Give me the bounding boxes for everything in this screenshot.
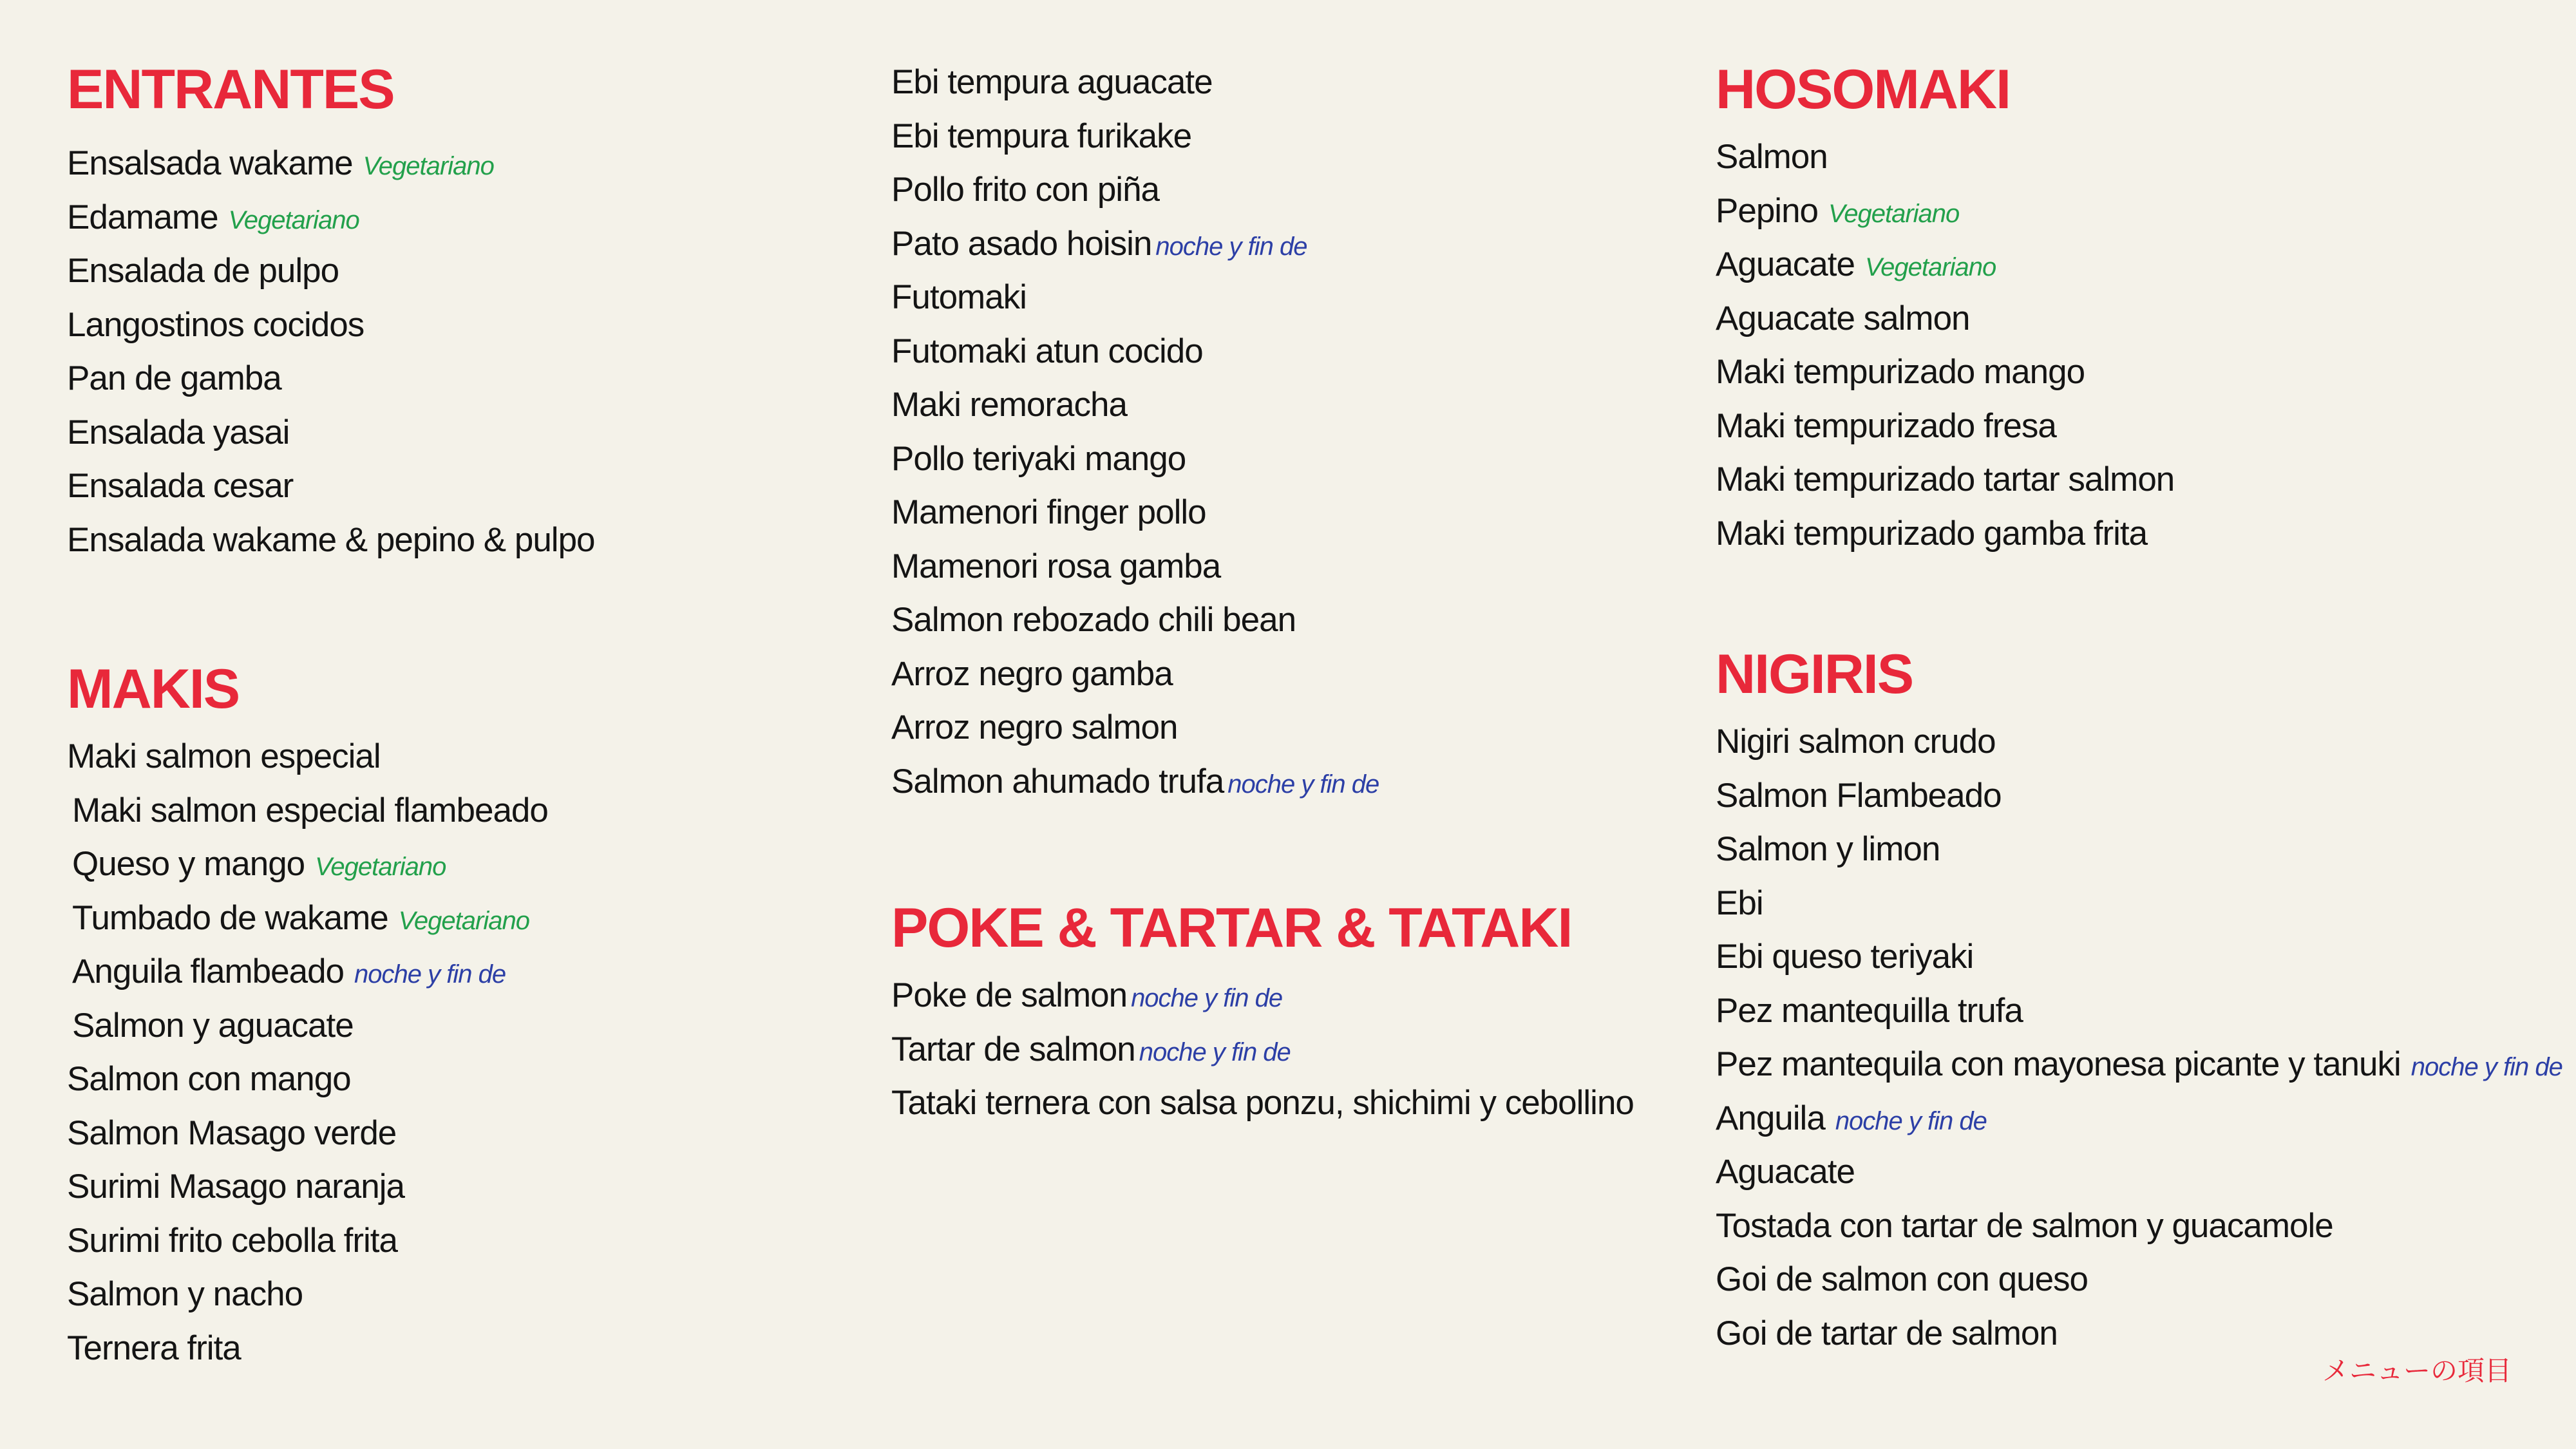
menu-item — [891, 1023, 1634, 1077]
evening-weekend-tag: noche y fin de — [1139, 1037, 1291, 1066]
menu-item-name: Maki salmon especial — [67, 737, 381, 775]
menu-item-name: Maki tempurizado fresa — [1716, 406, 2056, 445]
menu-item — [891, 647, 1379, 701]
menu-item — [891, 486, 1379, 540]
menu-item — [1716, 238, 2174, 292]
menu-item — [1716, 292, 2174, 346]
menu-list — [67, 137, 595, 567]
menu-item — [1716, 984, 2562, 1038]
menu-item-name: Ebi — [1716, 884, 1763, 922]
menu-item — [67, 191, 595, 245]
menu-item — [67, 1106, 548, 1160]
menu-item-name: Pollo teriyaki mango — [891, 439, 1186, 478]
menu-item — [67, 784, 548, 838]
menu-item — [67, 1267, 548, 1321]
section-title: NIGIRIS — [1716, 643, 1913, 705]
section-title: HOSOMAKI — [1716, 59, 2010, 120]
menu-item-name: Ternera frita — [67, 1329, 241, 1367]
menu-item-name: Futomaki atun cocido — [891, 332, 1203, 370]
menu-item-name: Surimi frito cebolla frita — [67, 1221, 398, 1260]
menu-item-name: Nigiri salmon crudo — [1716, 723, 1996, 761]
menu-item — [1716, 507, 2174, 561]
menu-item — [891, 701, 1379, 755]
menu-item — [67, 137, 595, 191]
menu-list — [1716, 130, 2174, 560]
menu-item — [891, 109, 1379, 164]
vegetarian-tag: Vegetariano — [1864, 253, 1996, 281]
menu-item-name: Maki remoracha — [891, 386, 1127, 424]
menu-item-name: Tartar de salmon — [891, 1030, 1135, 1068]
section-makis — [67, 658, 548, 1375]
menu-item-name: Salmon — [1716, 138, 1828, 176]
section-nigiris — [1716, 643, 2562, 1360]
menu-item — [891, 270, 1379, 325]
menu-item — [1716, 453, 2174, 507]
menu-item-name: Salmon y nacho — [67, 1275, 303, 1313]
menu-item — [67, 1052, 548, 1106]
menu-item — [67, 459, 595, 513]
menu-item — [67, 1160, 548, 1214]
menu-item — [1716, 1253, 2562, 1307]
evening-weekend-tag: noche y fin de — [1835, 1106, 1987, 1135]
menu-item-name: Langostinos cocidos — [67, 305, 365, 344]
section-title: POKE & TARTAR & TATAKI — [891, 897, 1572, 959]
evening-weekend-tag: noche y fin de — [1131, 984, 1283, 1012]
menu-item-name: Ensalada yasai — [67, 413, 290, 451]
menu-item-name: Mamenori finger pollo — [891, 493, 1206, 531]
footer-note: メニューの項目 — [2322, 1355, 2512, 1387]
menu-item — [891, 55, 1379, 109]
evening-weekend-tag: noche y fin de — [1155, 232, 1307, 261]
menu-item — [1716, 715, 2562, 769]
menu-item — [67, 352, 595, 406]
menu-item-name: Salmon ahumado trufa — [891, 762, 1224, 800]
menu-item — [891, 432, 1379, 486]
menu-item-name: Goi de tartar de salmon — [1716, 1314, 2058, 1352]
menu-item-name: Edamame — [67, 198, 218, 236]
menu-item-name: Salmon Flambeado — [1716, 776, 2002, 815]
menu-item-name: Futomaki — [891, 278, 1027, 316]
menu-item-name: Salmon Masago verde — [67, 1113, 397, 1152]
menu-item-name: Ebi tempura aguacate — [891, 63, 1213, 101]
menu-item-name: Tumbado de wakame — [72, 898, 388, 937]
menu-item-name: Ensalada wakame & pepino & pulpo — [67, 520, 595, 559]
menu-item — [1716, 1037, 2562, 1092]
menu-item — [67, 406, 595, 460]
menu-item — [1716, 930, 2562, 984]
menu-item — [1716, 130, 2174, 184]
menu-item-name: Salmon y aguacate — [72, 1006, 354, 1045]
menu-item-name: Aguacate salmon — [1716, 299, 1970, 337]
menu-list — [67, 730, 548, 1375]
vegetarian-tag: Vegetariano — [228, 205, 359, 234]
menu-item-name: Pan de gamba — [67, 359, 281, 397]
menu-item-name: Salmon con mango — [67, 1060, 351, 1098]
menu-item-name: Ebi queso teriyaki — [1716, 938, 1974, 976]
menu-item-name: Ebi tempura furikake — [891, 117, 1192, 155]
menu-item — [67, 1321, 548, 1376]
menu-item — [1716, 399, 2174, 453]
menu-item-name: Ensalada de pulpo — [67, 252, 339, 290]
menu-item-name: Surimi Masago naranja — [67, 1168, 404, 1206]
menu-item-name: Pez mantequila con mayonesa picante y tanuki — [1716, 1045, 2401, 1083]
menu-item-name: Salmon y limon — [1716, 830, 1940, 868]
menu-item — [67, 837, 548, 891]
menu-item-name: Arroz negro salmon — [891, 708, 1178, 746]
section-hosomaki — [1716, 59, 2175, 560]
menu-item-name: Anguila flambeado — [72, 952, 345, 990]
menu-item-name: Tataki ternera con salsa ponzu, shichimi y cebollino — [891, 1084, 1634, 1122]
evening-weekend-tag: noche y fin de — [2410, 1053, 2562, 1081]
menu-item-name: Pez mantequilla trufa — [1716, 991, 2023, 1030]
menu-item — [1716, 1145, 2562, 1199]
menu-item-name: Maki tempurizado mango — [1716, 353, 2085, 391]
menu-item-name: Goi de salmon con queso — [1716, 1260, 2088, 1298]
menu-item-name: Salmon rebozado chili bean — [891, 601, 1296, 639]
menu-item — [891, 325, 1379, 379]
menu-list — [891, 969, 1634, 1130]
menu-item — [67, 1214, 548, 1268]
menu-item — [1716, 184, 2174, 238]
menu-item — [1716, 1092, 2562, 1146]
menu-item — [891, 217, 1379, 271]
menu-item — [891, 163, 1379, 217]
menu-item-name: Arroz negro gamba — [891, 654, 1173, 693]
menu-item — [1716, 769, 2562, 823]
menu-item — [891, 969, 1634, 1023]
menu-item-name: Queso y mango — [72, 845, 305, 883]
section-entrantes — [67, 59, 595, 567]
vegetarian-tag: Vegetariano — [315, 853, 446, 881]
menu-item — [67, 730, 548, 784]
menu-item — [67, 244, 595, 298]
menu-item — [1716, 345, 2174, 399]
menu-item — [891, 378, 1379, 432]
menu-item-name: Tostada con tartar de salmon y guacamole — [1716, 1206, 2333, 1245]
vegetarian-tag: Vegetariano — [1828, 199, 1960, 228]
menu-item — [67, 513, 595, 567]
menu-item — [891, 1076, 1634, 1130]
menu-item-name: Pato asado hoisin — [891, 224, 1152, 263]
menu-item — [1716, 876, 2562, 931]
section-makis-continued — [891, 55, 1379, 808]
vegetarian-tag: Vegetariano — [363, 152, 494, 180]
vegetarian-tag: Vegetariano — [398, 906, 529, 935]
section-poke-tartar-tataki — [891, 897, 1634, 1130]
menu-item-name: Aguacate — [1716, 1153, 1855, 1191]
menu-item-name: Ensalsada wakame — [67, 144, 353, 182]
menu-item-name: Aguacate — [1716, 245, 1855, 283]
menu-item — [1716, 1199, 2562, 1253]
menu-item — [67, 891, 548, 945]
menu-item-name: Poke de salmon — [891, 976, 1128, 1014]
menu-item — [1716, 822, 2562, 876]
menu-item-name: Pepino — [1716, 191, 1819, 230]
menu-item — [891, 593, 1379, 647]
section-title: ENTRANTES — [67, 59, 394, 120]
menu-item-name: Mamenori rosa gamba — [891, 547, 1221, 585]
menu-item-name: Maki tempurizado tartar salmon — [1716, 460, 2175, 498]
evening-weekend-tag: noche y fin de — [1227, 770, 1379, 799]
menu-item — [67, 945, 548, 999]
menu-item-name: Ensalada cesar — [67, 467, 294, 505]
menu-item — [891, 540, 1379, 594]
menu-item — [891, 755, 1379, 809]
menu-item-name: Maki tempurizado gamba frita — [1716, 514, 2148, 553]
menu-item-name: Anguila — [1716, 1099, 1825, 1137]
menu-list — [891, 55, 1379, 808]
menu-item-name: Pollo frito con piña — [891, 171, 1160, 209]
menu-item-name: Maki salmon especial flambeado — [72, 791, 548, 829]
menu-item — [67, 999, 548, 1053]
section-title: MAKIS — [67, 658, 240, 720]
menu-item — [67, 298, 595, 352]
menu-list — [1716, 715, 2562, 1360]
evening-weekend-tag: noche y fin de — [354, 960, 506, 989]
